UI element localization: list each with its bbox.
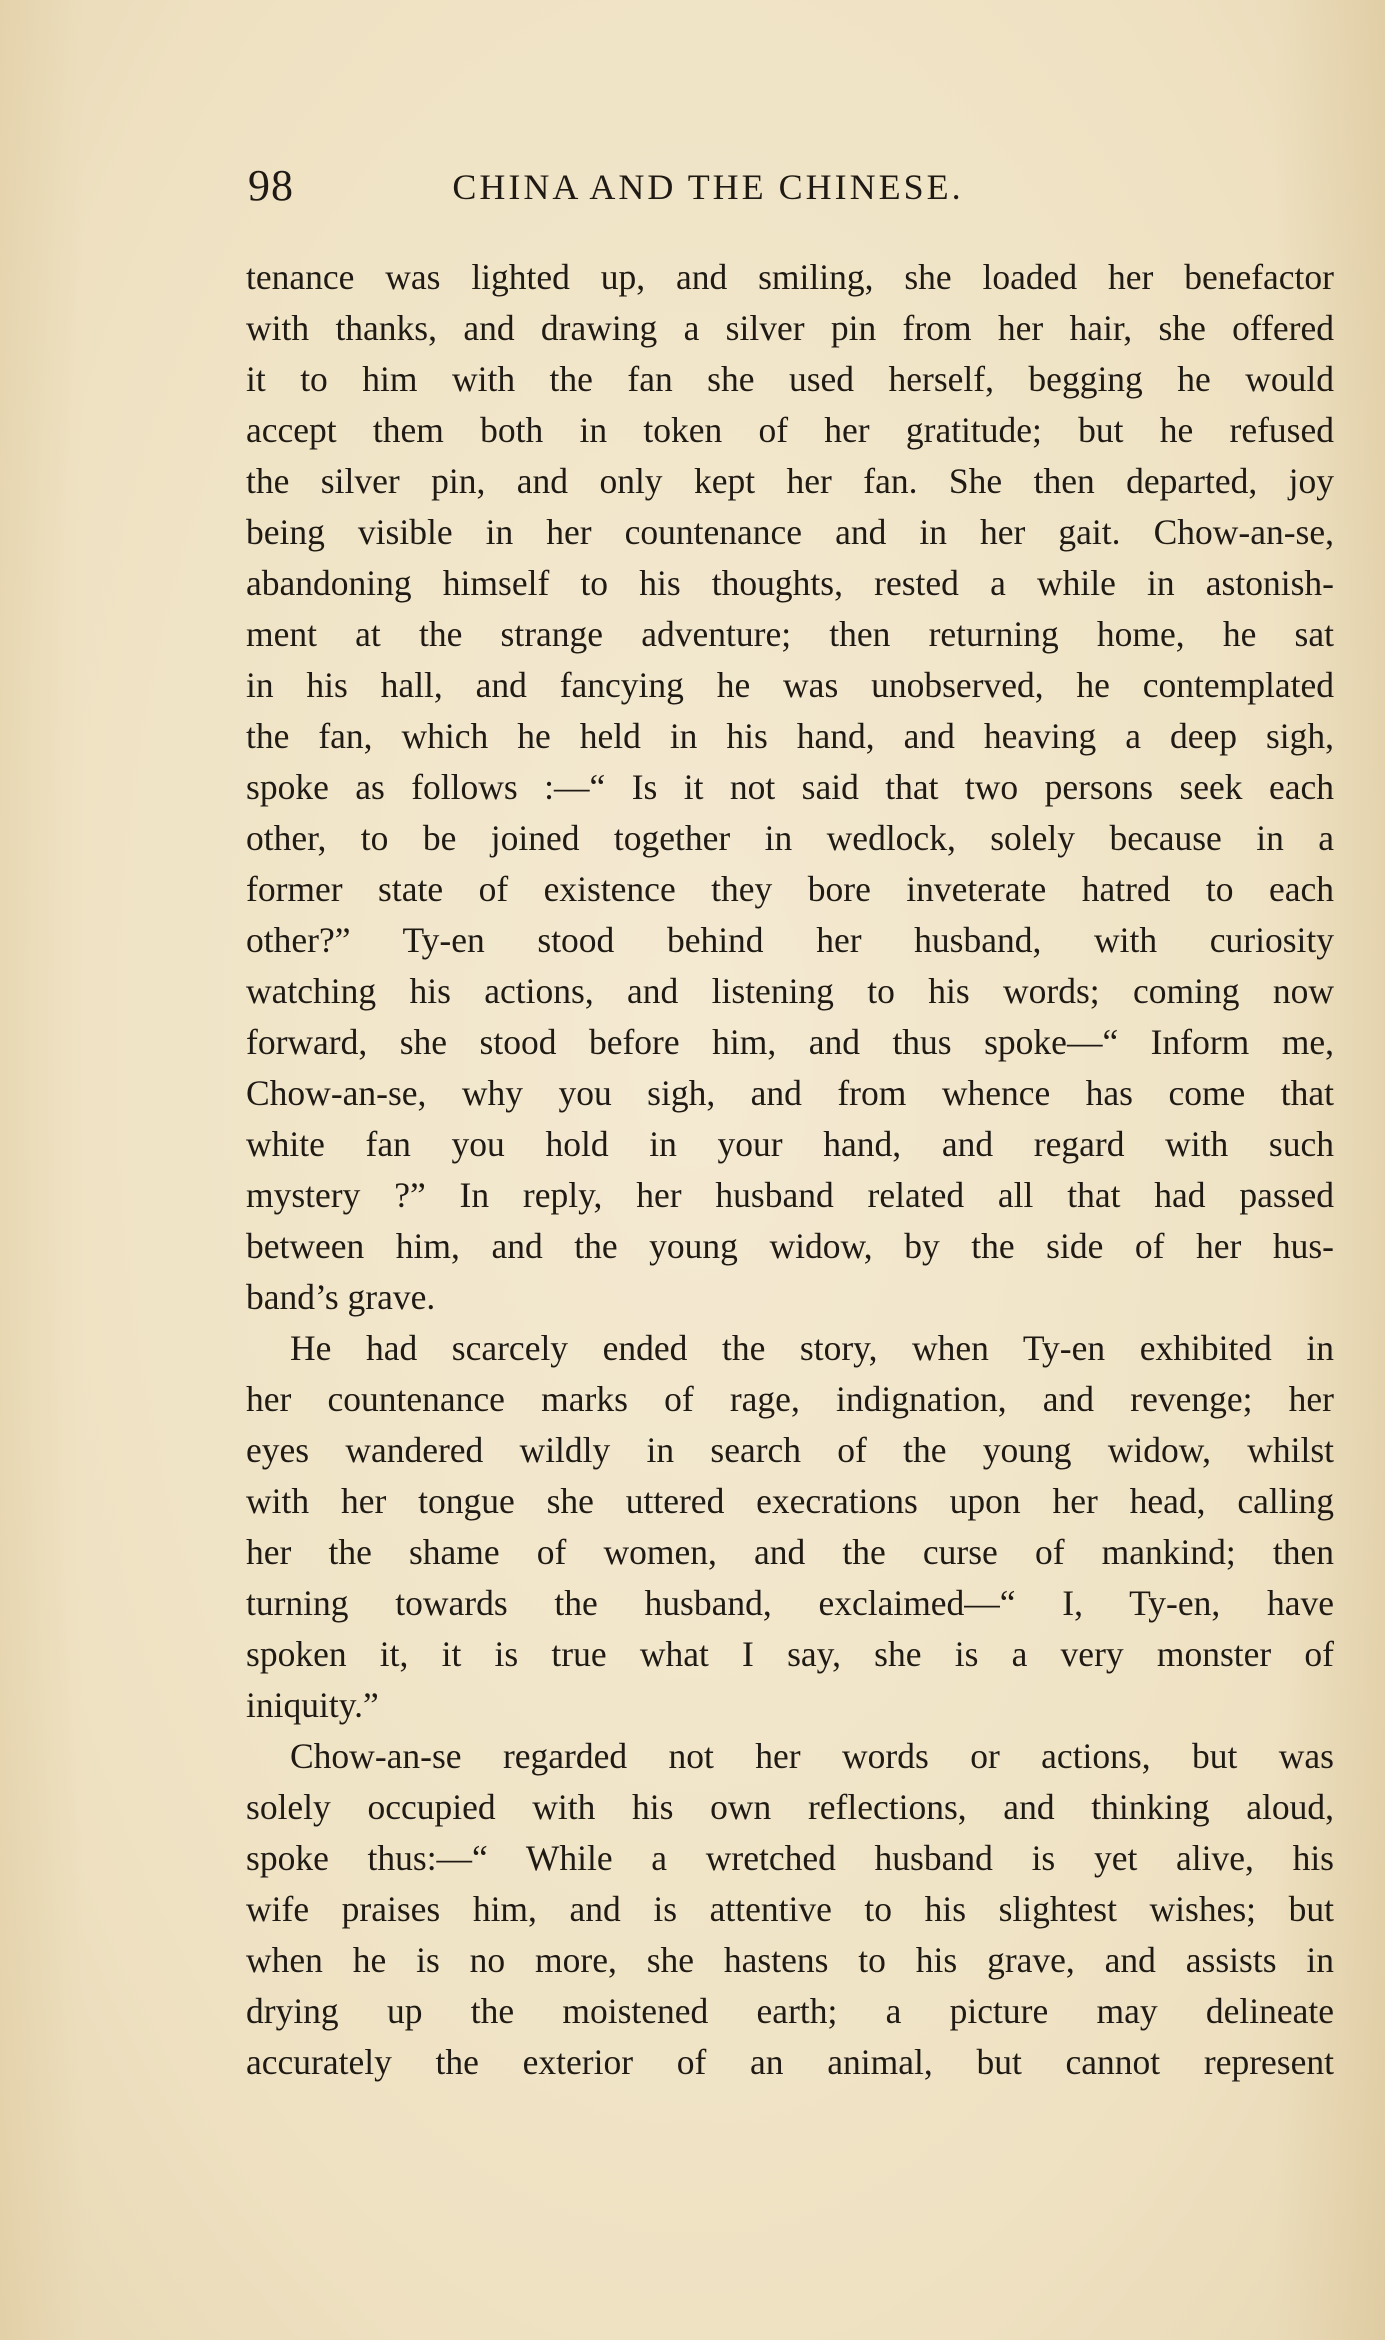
text-line: the silver pin, and only kept her fan. She then departed, joy <box>246 461 1334 501</box>
text-line: spoke thus:—“ While a wretched husband is yet alive, his <box>246 1838 1334 1878</box>
text-line: watching his actions, and listening to his words; coming now <box>246 971 1334 1011</box>
text-line: wife praises him, and is attentive to his slightest wishes; but <box>246 1889 1334 1929</box>
text-line: spoken it, it is true what I say, she is a very monster of <box>246 1634 1334 1674</box>
text-line: accurately the exterior of an animal, but cannot represent <box>246 2042 1334 2082</box>
page-number: 98 <box>248 161 294 210</box>
text-line: the fan, which he held in his hand, and heaving a deep sigh, <box>246 716 1334 756</box>
text-line: it to him with the fan she used herself, begging he would <box>246 359 1334 399</box>
paragraph-3 <box>246 1731 1334 2088</box>
text-line: Chow-an-se, why you sigh, and from whence has come that <box>246 1073 1334 1113</box>
text-line: between him, and the young widow, by the side of her hus- <box>246 1226 1334 1266</box>
text-line: ment at the strange adventure; then returning home, he sat <box>246 614 1334 654</box>
text-line: with her tongue she uttered execrations upon her head, calling <box>246 1481 1334 1521</box>
text-line: accept them both in token of her gratitude; but he refused <box>246 410 1334 450</box>
page-header <box>248 160 1078 216</box>
text-line: He had scarcely ended the story, when Ty-en exhibited in <box>290 1328 1334 1368</box>
text-line: forward, she stood before him, and thus spoke—“ Inform me, <box>246 1022 1334 1062</box>
text-line: iniquity.” <box>246 1685 379 1725</box>
text-line: spoke as follows :—“ Is it not said that two persons seek each <box>246 767 1334 807</box>
text-line: former state of existence they bore inveterate hatred to each <box>246 869 1334 909</box>
text-line: her the shame of women, and the curse of mankind; then <box>246 1532 1334 1572</box>
text-line: eyes wandered wildly in search of the young widow, whilst <box>246 1430 1334 1470</box>
text-line: abandoning himself to his thoughts, rested a while in astonish- <box>246 563 1334 603</box>
text-line: other, to be joined together in wedlock, solely because in a <box>246 818 1334 858</box>
text-line: with thanks, and drawing a silver pin from her hair, she offered <box>246 308 1334 348</box>
text-line: tenance was lighted up, and smiling, she loaded her benefactor <box>246 257 1334 297</box>
text-line: being visible in her countenance and in her gait. Chow-an-se, <box>246 512 1334 552</box>
running-title: CHINA AND THE CHINESE. <box>452 167 964 207</box>
text-line: solely occupied with his own reflections, and thinking aloud, <box>246 1787 1334 1827</box>
text-line: other?” Ty-en stood behind her husband, with curiosity <box>246 920 1334 960</box>
text-line: when he is no more, she hastens to his grave, and assists in <box>246 1940 1334 1980</box>
body-text <box>246 252 1334 2088</box>
text-line: band’s grave. <box>246 1277 436 1317</box>
text-line: mystery ?” In reply, her husband related all that had passed <box>246 1175 1334 1215</box>
text-line: her countenance marks of rage, indignation, and revenge; her <box>246 1379 1334 1419</box>
text-line: Chow-an-se regarded not her words or actions, but was <box>290 1736 1334 1776</box>
text-line: drying up the moistened earth; a picture may delineate <box>246 1991 1334 2031</box>
paragraph-1 <box>246 252 1334 1323</box>
text-line: turning towards the husband, exclaimed—“ I, Ty-en, have <box>246 1583 1334 1623</box>
text-line: in his hall, and fancying he was unobserved, he contemplated <box>246 665 1334 705</box>
paragraph-2 <box>246 1323 1334 1731</box>
text-line: white fan you hold in your hand, and regard with such <box>246 1124 1334 1164</box>
